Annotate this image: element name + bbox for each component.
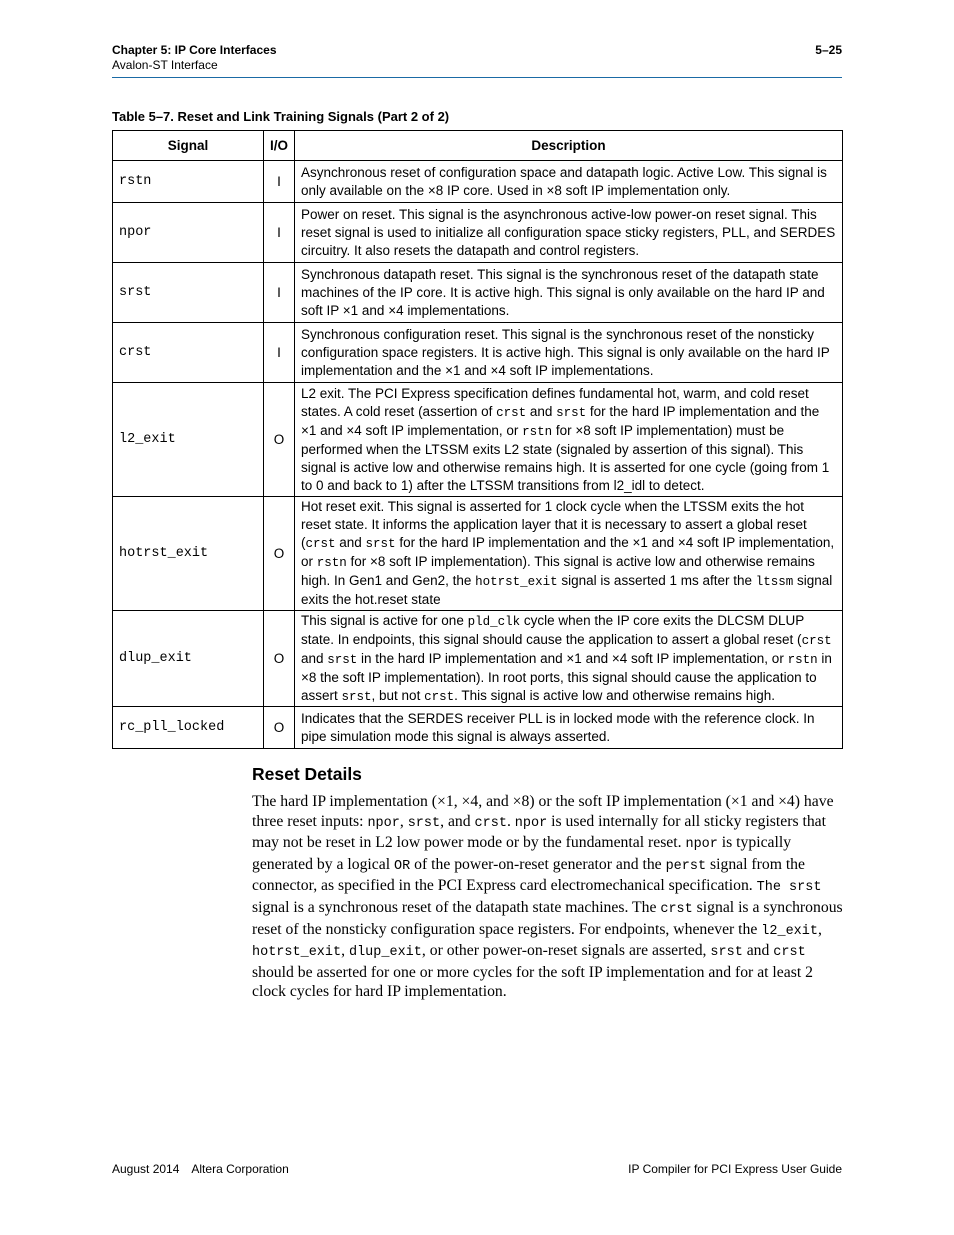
page-number: 5–25 [815,43,842,57]
table-header-row [113,131,843,161]
description-cell [295,497,843,611]
signal-name-cell: srst [113,263,264,323]
inline-code: npor [367,815,400,831]
text-run: for ×8 soft IP implementation) must be performed when the LTSSM exits L2 state (signaled by assertion of this signal). This signal is active low and otherwise remains high. It is asserted for one cycle (going from 1 to 0 and back to 1) after the LTSSM transitions from l2_idl to detect. [301,422,830,493]
description-cell [295,203,843,263]
text-run: signal is asserted 1 ms after the [557,573,756,588]
section-paragraph [252,792,846,1002]
inline-code: srst [327,652,358,667]
inline-code: OR [394,858,411,874]
table-row [113,203,843,263]
column-header-signal: Signal [113,131,264,161]
inline-code: crst [305,537,336,551]
signal-name-cell: dlup_exit [113,611,264,707]
description-cell [295,161,843,203]
io-direction-cell: I [264,263,295,323]
text-run: Synchronous configuration reset. This signal is the synchronous reset of the nonsticky configuration space registers. It is active high. This signal is only available on the hard IP implementation and the ×1 and ×4 soft IP implementations. [301,326,830,378]
column-header-description: Description [295,131,843,161]
inline-code: crst [474,815,507,831]
table-caption: Table 5–7. Reset and Link Training Signals (Part 2 of 2) [112,109,450,124]
inline-code: hotrst_exit [475,575,558,589]
table-row [113,323,843,383]
text-run: and [742,942,774,960]
inline-code: srst [556,405,587,420]
header-divider [112,77,842,78]
inline-code: npor [685,837,718,853]
inline-code: srst [341,689,372,704]
footer-company: Altera Corporation [191,1162,289,1176]
text-run: for the hard IP implementation and the ×1 and ×4 soft IP implementation, or [301,535,835,569]
signal-name-cell: hotrst_exit [113,497,264,611]
text-run: signal from the connector, as specified in the PCI Express card electromechanical specification. [252,855,805,895]
section-name: Avalon-ST Interface [112,58,218,72]
running-header [112,43,277,73]
io-direction-cell: O [264,383,295,497]
column-header-io: I/O [264,131,295,161]
text-run: The hard IP implementation (×1, ×4, and ×8) or the soft IP implementation (×1 and ×4) have three reset inputs: [252,793,834,830]
signal-name-cell: rstn [113,161,264,203]
description-cell [295,707,843,749]
text-run: cycle when the IP core exits the DLCSM DLUP state. In endpoints, this signal should cause the application to assert a global reset ( [301,612,804,647]
inline-code: srst [365,537,396,551]
chapter-title: Chapter 5: IP Core Interfaces [112,43,277,57]
text-run: , [341,942,349,960]
io-direction-cell: I [264,323,295,383]
signals-table [112,130,843,749]
description-cell [295,383,843,497]
table-row [113,611,843,707]
inline-code: rstn [522,424,553,439]
table-row [113,161,843,203]
text-run: , but not [371,687,425,703]
inline-code: perst [665,858,707,874]
io-direction-cell: I [264,161,295,203]
text-run: L2 exit. The PCI Express specification defines fundamental hot, warm, and cold reset states. A cold reset (assertion of [301,385,809,419]
text-run: for the hard IP implementation and the ×1 and ×4 soft IP implementation, or [301,403,820,438]
text-run: Hot reset exit. This signal is asserted for 1 clock cycle when the LTSSM exits the hot reset state. It informs the application layer that it is necessary to assert a global reset ( [301,499,807,550]
footer-left [112,1162,289,1176]
table-body [113,161,843,749]
inline-code: l2_exit [761,923,818,939]
text-run: , and [440,812,475,830]
inline-code: crst [773,945,806,961]
io-direction-cell: O [264,497,295,611]
inline-code: crst [496,405,527,420]
table-row [113,263,843,323]
description-cell [295,323,843,383]
text-run: and [526,403,557,419]
text-run: signal exits the hot.reset state [301,573,833,607]
text-run: is typically generated by a logical [252,834,792,873]
text-run: . This signal is active low and otherwise remains high. [454,687,775,703]
footer-doc-title: IP Compiler for PCI Express User Guide [628,1162,842,1176]
text-run: This signal is active for one [301,612,468,628]
text-run: , [817,920,822,938]
text-run: Synchronous datapath reset. This signal is the synchronous reset of the datapath state machines of the IP core. It is active high. This signal is only available on the hard IP and soft IP ×1 and ×4 implementations. [301,266,825,318]
table-row [113,497,843,611]
inline-code: The srst [756,880,822,896]
text-run: should be asserted for one or more cycles for the soft IP implementation and for at least 2 clock cycles for hard IP implementation. [252,963,813,1001]
text-run: Power on reset. This signal is the asynchronous active-low power-on reset signal. This reset signal is used to initialize all configuration space sticky registers, PLL, and SERDES circuitry. It also resets the datapath and control registers. [301,206,836,258]
inline-code: pld_clk [467,614,521,629]
inline-code: rstn [316,556,347,570]
inline-code: dlup_exit [348,945,422,961]
footer-date: August 2014 [112,1162,180,1176]
text-run: . [506,812,515,830]
inline-code: crst [801,633,832,648]
inline-code: rstn [787,652,818,667]
text-run: signal is a synchronous reset of the datapath state machines. The [252,898,661,916]
inline-code: srst [710,945,743,961]
text-run: Indicates that the SERDES receiver PLL is in locked mode with the reference clock. In pipe simulation mode this signal is always asserted. [301,710,815,744]
inline-code: ltssm [755,575,794,589]
text-run: in the hard IP implementation and ×1 and ×4 soft IP implementation, or [357,650,788,666]
text-run: , or other power-on-reset signals are asserted, [421,942,711,960]
io-direction-cell: O [264,707,295,749]
signal-name-cell: npor [113,203,264,263]
description-cell [295,611,843,707]
signal-name-cell: rc_pll_locked [113,707,264,749]
text-run: is used internally for all sticky registers that may not be reset in L2 low power mode or by the fundamental reset. [252,812,827,852]
inline-code: srst [407,815,441,831]
table-row [113,383,843,497]
signal-name-cell: l2_exit [113,383,264,497]
io-direction-cell: O [264,611,295,707]
inline-code: npor [514,815,548,831]
inline-code: crst [660,901,693,917]
table-row [113,707,843,749]
text-run: , [399,812,408,830]
text-run: and [301,650,328,666]
signal-name-cell: crst [113,323,264,383]
description-cell [295,263,843,323]
io-direction-cell: I [264,203,295,263]
text-run: signal is a synchronous reset of the nonsticky configuration space registers. For endpoints, whenever the [252,898,843,938]
text-run: for ×8 soft IP implementation). This signal is active low and otherwise remains high. In Gen1 and Gen2, the [301,554,815,588]
inline-code: crst [424,689,455,704]
section-heading: Reset Details [252,764,362,784]
text-run: and [335,535,366,550]
text-run: Asynchronous reset of configuration space and datapath logic. Active Low. This signal is only available on the ×8 IP core. Used in ×8 soft IP implementation only. [301,164,827,198]
text-run: in ×8 the soft IP implementation). In root ports, this signal should cause the application to assert [301,650,832,703]
inline-code: hotrst_exit [252,945,342,961]
text-run: of the power-on-reset generator and the [410,855,666,873]
